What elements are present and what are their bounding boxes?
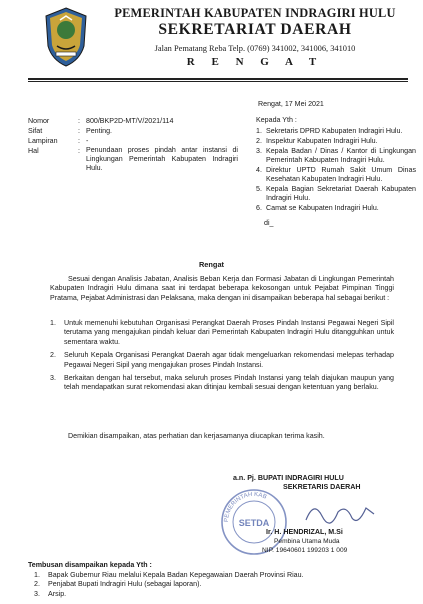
stamp-center-text: SETDA	[238, 518, 270, 528]
list-item: 3. Kepala Badan / Dinas / Kantor di Lingkungan Pemerintah Kabupaten Indragiri Hulu.	[256, 147, 416, 164]
list-item: 2. Penjabat Bupati Indragiri Hulu (sebagai laporan).	[34, 580, 202, 589]
list-item: 1. Untuk memenuhi kebutuhan Organisasi Perangkat Daerah Proses Pindah Instansi Pegawai Negeri Sipil terutama yang mengajukan pindah keluar dari Pemerintah Kabupaten Indragiri Hulu ditangguhkan untuk sementara waktu.	[50, 319, 394, 346]
list-item: 1. Sekretaris DPRD Kabupaten Indragiri Hulu.	[256, 127, 403, 135]
list-item: 2. Inspektur Kabupaten Indragiri Hulu.	[256, 137, 378, 145]
recipients-list	[256, 127, 416, 213]
copies-block	[28, 561, 408, 599]
letter-number: 800/BKP2D-MT/V/2021/114	[86, 117, 174, 125]
body-points	[50, 319, 394, 397]
list-item: 6. Camat se Kabupaten Indragiri Hulu.	[256, 204, 379, 212]
letterhead	[96, 6, 414, 69]
recipients-place: di_	[264, 219, 274, 227]
meta-colon: :	[78, 147, 80, 155]
recipients-block	[256, 116, 416, 228]
meta-label: Hal	[28, 147, 39, 155]
signatory-rank: Pembina Utama Muda	[274, 538, 340, 545]
meta-row-lampiran	[28, 136, 238, 146]
meta-row-hal	[28, 146, 238, 174]
letter-meta	[28, 116, 238, 174]
letter-date: Rengat, 17 Mei 2021	[258, 100, 324, 108]
stamp-arc-text: PEMERINTAH KAB	[223, 491, 268, 523]
letter-subject: Penundaan proses pindah antar instansi di Lingkungan Pemerintah Kabupaten Indragiri Hulu.	[86, 146, 238, 173]
list-item: 5. Kepala Bagian Sekretariat Daerah Kabupaten Indragiri Hulu.	[256, 185, 416, 202]
regency-emblem-icon	[42, 6, 90, 68]
signatory-name: Ir. H. HENDRIZAL, M.Si	[266, 528, 343, 536]
meta-colon: :	[78, 127, 80, 135]
meta-label: Sifat	[28, 127, 43, 135]
signature-on-behalf: a.n. Pj. BUPATI INDRAGIRI HULU	[233, 474, 344, 482]
letter-attachment: -	[86, 137, 89, 145]
letterhead-government: PEMERINTAH KABUPATEN INDRAGIRI HULU	[114, 6, 396, 20]
letterhead-office: SEKRETARIAT DAERAH	[158, 21, 352, 38]
meta-label: Lampiran	[28, 137, 58, 145]
place-heading: Rengat	[198, 260, 225, 269]
handwritten-signature-icon	[300, 496, 380, 530]
letterhead-rule-thin	[28, 81, 408, 82]
list-item: 3. Berkaitan dengan hal tersebut, maka seluruh proses Pindah Instansi yang telah diajukan maupun yang telah mendapatkan surat rekomendasi akan ditinjau kembali sesuai dengan ketentuan yang berlaku.	[50, 374, 394, 392]
letterhead-address: Jalan Pematang Reba Telp. (0769) 341002, 341006, 341010	[154, 44, 356, 53]
signature-position: SEKRETARIS DAERAH	[283, 483, 361, 491]
meta-row-nomor	[28, 116, 238, 126]
list-item: 3. Arsip.	[34, 589, 67, 598]
meta-label: Nomor	[28, 117, 50, 125]
list-item: 1. Bapak Gubernur Riau melalui Kepala Badan Kepegawaian Daerah Provinsi Riau.	[34, 570, 304, 579]
closing-paragraph: Demikian disampaikan, atas perhatian dan kerjasamanya diucapkan terima kasih.	[68, 432, 325, 440]
meta-colon: :	[78, 117, 80, 125]
signatory-nip: NIP. 19640601 199203 1 009	[262, 547, 348, 554]
body-paragraph: Sesuai dengan Analisis Jabatan, Analisis Beban Kerja dan Formasi Jabatan di Lingkungan Pemerintah Kabupaten Indragiri Hulu dimana saat ini terdapat beberapa kekosongan untuk Pejabat Pimpinan Tinggi Pratama, Pejabat Administrasi dan Pelaksana, maka dengan ini disampaikan beberapa hal sebagai berikut :	[50, 275, 394, 302]
copies-title: Tembusan disampaikan kepada Yth :	[28, 561, 152, 569]
letterhead-rule-thick	[28, 78, 408, 80]
recipients-title: Kepada Yth :	[256, 116, 297, 124]
meta-row-sifat	[28, 126, 238, 136]
list-item: 2. Seluruh Kepala Organisasi Perangkat Daerah agar tidak mengeluarkan rekomendasi melepas terhadap Pegawai Negeri Sipil yang mengajukan proses Pindah Instansi.	[50, 351, 394, 369]
list-item: 4. Direktur UPTD Rumah Sakit Umum Dinas Kesehatan Kabupaten Indragiri Hulu.	[256, 166, 416, 183]
meta-colon: :	[78, 137, 80, 145]
letter-nature: Penting.	[86, 127, 113, 135]
letterhead-city: R E N G A T	[186, 56, 324, 68]
